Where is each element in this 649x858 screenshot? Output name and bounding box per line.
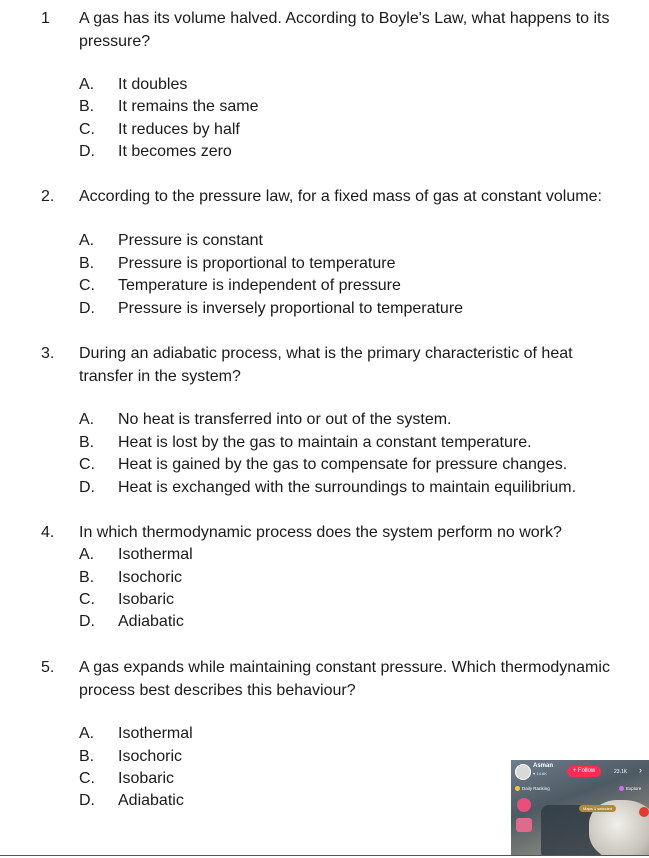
option-letter: D. — [79, 479, 95, 496]
option-b — [79, 746, 182, 768]
option-d — [79, 611, 184, 633]
explore-link[interactable] — [619, 786, 641, 791]
option-text: It becomes zero — [118, 143, 232, 160]
option-text: Temperature is independent of pressure — [118, 277, 401, 294]
explore-label: Explore — [626, 786, 642, 791]
question-number: 2. — [41, 188, 55, 205]
option-c — [79, 454, 567, 476]
option-text: Heat is exchanged with the surroundings to maintain equilibrium. — [118, 479, 577, 496]
daily-ranking-link[interactable] — [515, 786, 550, 791]
option-letter: D. — [79, 300, 95, 317]
option-a — [79, 230, 263, 252]
option-b — [79, 567, 182, 589]
streamer-likes: ♥ 14.6K — [533, 771, 547, 776]
option-letter: B. — [79, 569, 95, 586]
question-text: During an adiabatic process, what is the primary characteristic of heat transfer in the system? — [79, 345, 573, 385]
question-text: A gas expands while maintaining constant pressure. Which thermodynamic process best describes this behaviour? — [79, 659, 610, 699]
page-bottom-divider — [0, 855, 649, 856]
option-d — [79, 790, 184, 812]
option-letter: D. — [79, 143, 95, 160]
question-number: 4. — [41, 524, 55, 541]
option-b — [79, 253, 395, 275]
question-number: 1 — [41, 10, 50, 27]
option-d — [79, 477, 576, 499]
question-text: In which thermodynamic process does the system perform no work? — [79, 524, 562, 541]
question-number: 5. — [41, 659, 55, 676]
option-letter: A. — [79, 546, 95, 563]
option-a — [79, 74, 187, 96]
option-text: Isochoric — [118, 569, 183, 586]
option-text: Isobaric — [118, 591, 175, 608]
option-letter: A. — [79, 725, 95, 742]
option-text: Isobaric — [118, 770, 175, 787]
option-d — [79, 141, 232, 163]
option-text: It remains the same — [118, 98, 259, 115]
option-d — [79, 298, 463, 320]
option-c — [79, 768, 174, 790]
option-letter: C. — [79, 456, 95, 473]
option-text: It doubles — [118, 76, 188, 93]
option-text: Pressure is proportional to temperature — [118, 255, 396, 272]
gift-box-icon[interactable] — [516, 818, 532, 832]
streamer-name: Asman — [533, 763, 554, 769]
option-letter: C. — [79, 770, 95, 787]
chevron-right-icon[interactable]: › — [639, 765, 642, 775]
option-text: Pressure is inversely proportional to temperature — [118, 300, 464, 317]
option-b — [79, 432, 532, 454]
question-text: According to the pressure law, for a fixed mass of gas at constant volume: — [79, 188, 602, 205]
red-badge-icon[interactable] — [639, 807, 649, 817]
option-letter: A. — [79, 76, 95, 93]
option-a — [79, 409, 452, 431]
option-text: Heat is gained by the gas to compensate for pressure changes. — [118, 456, 568, 473]
option-a — [79, 723, 193, 745]
option-letter: A. — [79, 411, 95, 428]
option-a — [79, 544, 193, 566]
option-text: Isothermal — [118, 546, 193, 563]
question-text: A gas has its volume halved. According to Boyle's Law, what happens to its pressure? — [79, 10, 610, 50]
gift-icon[interactable] — [517, 798, 531, 812]
option-c — [79, 275, 401, 297]
daily-ranking-label: Daily Ranking — [522, 786, 550, 791]
option-text: Heat is lost by the gas to maintain a constant temperature. — [118, 434, 532, 451]
option-c — [79, 119, 240, 141]
option-text: Adiabatic — [118, 613, 184, 630]
follow-button[interactable]: + Follow — [567, 766, 601, 777]
status-pill: Maps 1 selected — [579, 805, 616, 812]
option-letter: C. — [79, 121, 95, 138]
option-letter: C. — [79, 277, 95, 294]
question-number: 3. — [41, 345, 55, 362]
option-letter: B. — [79, 255, 95, 272]
avatar[interactable] — [515, 764, 531, 780]
option-text: Isochoric — [118, 748, 183, 765]
option-letter: B. — [79, 434, 95, 451]
option-text: No heat is transferred into or out of the system. — [118, 411, 452, 428]
option-text: Pressure is constant — [118, 232, 263, 249]
option-letter: B. — [79, 98, 95, 115]
live-stream-overlay[interactable] — [511, 760, 649, 855]
option-letter: D. — [79, 792, 95, 809]
option-b — [79, 96, 259, 118]
explore-icon — [619, 786, 624, 791]
viewer-count: 23.1K — [614, 769, 628, 775]
option-text: Isothermal — [118, 725, 193, 742]
option-text: It reduces by half — [118, 121, 240, 138]
option-text: Adiabatic — [118, 792, 184, 809]
option-letter: C. — [79, 591, 95, 608]
option-letter: A. — [79, 232, 95, 249]
ranking-icon — [515, 786, 520, 791]
option-letter: D. — [79, 613, 95, 630]
option-c — [79, 589, 174, 611]
option-letter: B. — [79, 748, 95, 765]
